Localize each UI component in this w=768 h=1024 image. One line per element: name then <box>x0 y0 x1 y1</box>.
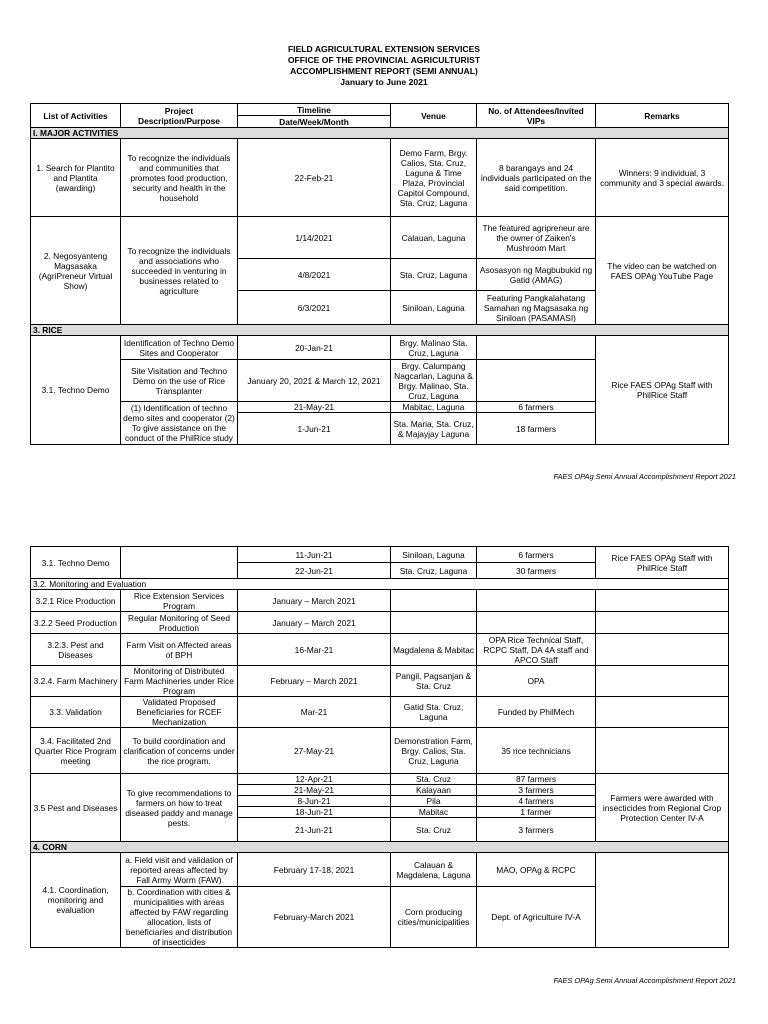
attendees-cell: Funded by PhilMech <box>477 697 596 728</box>
remarks-cell <box>596 612 729 634</box>
attendees-cell <box>477 336 596 360</box>
venue-cell: Gatid Sta. Cruz, Laguna <box>391 697 477 728</box>
description-cell: Identification of Techno Demo Sites and Cooperator <box>121 336 238 360</box>
remarks-cell <box>596 697 729 728</box>
activity-cell: 3.5 Pest and Diseases <box>31 774 121 842</box>
attendees-cell: 87 farmers <box>477 774 596 785</box>
venue-cell <box>391 612 477 634</box>
column-header-venue: Venue <box>391 104 477 128</box>
date-cell: 8-Jun-21 <box>238 796 391 807</box>
description-cell: To recognize the individuals and associations who succeeded in venturing in businesses related to agriculture <box>121 217 238 325</box>
page-footer: FAES OPAg Semi Annual Accomplishment Report 2021 <box>553 472 736 481</box>
section-label-corn: 4. CORN <box>31 842 729 853</box>
attendees-cell: OPA Rice Technical Staff, RCPC Staff, DA 4A staff and APCO Staff <box>477 634 596 666</box>
description-cell: To build coordination and clarification of concerns under the rice program. <box>121 728 238 774</box>
activity-cell: 3.2.4. Farm Machinery <box>31 666 121 697</box>
column-header-timeline-sub: Date/Week/Month <box>238 116 391 128</box>
table-row <box>31 853 729 887</box>
date-cell: January – March 2021 <box>238 612 391 634</box>
remarks-cell <box>596 590 729 612</box>
date-cell: 1/14/2021 <box>238 217 391 259</box>
date-cell: 6/3/2021 <box>238 291 391 325</box>
table-row <box>31 590 729 612</box>
report-page-2 <box>0 520 768 1024</box>
column-header-description: Project Description/Purpose <box>121 104 238 128</box>
table-row <box>31 634 729 666</box>
venue-cell: Brgy. Malinao Sta. Cruz, Laguna <box>391 336 477 360</box>
description-cell: Monitoring of Distributed Farm Machineries under Rice Program <box>121 666 238 697</box>
venue-cell: Sta. Cruz, Laguna <box>391 259 477 291</box>
activity-cell: 3.4. Facilitated 2nd Quarter Rice Program meeting <box>31 728 121 774</box>
date-cell: Mar-21 <box>238 697 391 728</box>
remarks-cell: Winners: 9 individual, 3 community and 3 special awards. <box>596 139 729 217</box>
table-row <box>31 217 729 259</box>
description-cell: b. Coordination with cities & municipalities with areas affected by FAW regarding allocation, lists of beneficiaries and distribution of insecticides <box>121 887 238 948</box>
activity-cell: 2. Negosyanteng Magsasaka (AgriPreneur Virtual Show) <box>31 217 121 325</box>
section-row-rice <box>31 325 729 336</box>
attendees-cell <box>477 360 596 402</box>
attendees-cell: 6 farmers <box>477 402 596 413</box>
description-cell: Farm Visit on Affected areas of BPH <box>121 634 238 666</box>
activity-cell: 3.2.1 Rice Production <box>31 590 121 612</box>
header-office-line-1: FIELD AGRICULTURAL EXTENSION SERVICES <box>287 44 481 54</box>
page-footer: FAES OPAg Semi Annual Accomplishment Report 2021 <box>553 976 736 985</box>
table-row <box>31 336 729 360</box>
remarks-cell <box>596 666 729 697</box>
attendees-cell: Dept. of Agriculture IV-A <box>477 887 596 948</box>
date-cell: 1-Jun-21 <box>238 413 391 445</box>
venue-cell: Corn producing cities/municipalities <box>391 887 477 948</box>
description-cell: To give recommendations to farmers on how to treat diseased paddy and manage pests. <box>121 774 238 842</box>
section-row-corn <box>31 842 729 853</box>
date-cell: 16-Mar-21 <box>238 634 391 666</box>
venue-cell: Pangil, Pagsanjan & Sta. Cruz <box>391 666 477 697</box>
attendees-cell: 30 farmers <box>477 563 596 579</box>
header-report-period: January to June 2021 <box>340 77 428 87</box>
table-row <box>31 728 729 774</box>
accomplishment-table-page-1 <box>30 103 729 445</box>
header-report-title: ACCOMPLISHMENT REPORT (SEMI ANNUAL) <box>290 66 478 76</box>
table-row <box>31 139 729 217</box>
table-row <box>31 774 729 785</box>
column-header-activities: List of Activities <box>31 104 121 128</box>
date-cell: 21-May-21 <box>238 402 391 413</box>
remarks-cell <box>596 853 729 948</box>
venue-cell: Mabitac <box>391 807 477 818</box>
date-cell: January – March 2021 <box>238 590 391 612</box>
date-cell: 27-May-21 <box>238 728 391 774</box>
description-cell: a. Field visit and validation of reported areas affected by Fall Army Worm (FAW) <box>121 853 238 887</box>
section-label-major: I. MAJOR ACTIVITIES <box>31 128 729 139</box>
report-header <box>0 44 768 88</box>
report-page-1 <box>0 0 768 500</box>
venue-cell: Kalayaan <box>391 785 477 796</box>
attendees-cell <box>477 590 596 612</box>
venue-cell: Demonstration Farm, Brgy. Calios, Sta. Cruz, Laguna <box>391 728 477 774</box>
column-header-attendees: No. of Attendees/Invited VIPs <box>477 104 596 128</box>
remarks-cell <box>596 634 729 666</box>
remarks-cell: Farmers were awarded with insecticides from Regional Crop Protection Center IV-A <box>596 774 729 842</box>
activity-cell: 4.1. Coordination, monitoring and evaluation <box>31 853 121 948</box>
date-cell: February-March 2021 <box>238 887 391 948</box>
attendees-cell <box>477 612 596 634</box>
activity-cell: 3.2.2 Seed Production <box>31 612 121 634</box>
attendees-cell: MAO, OPAg & RCPC <box>477 853 596 887</box>
activity-cell: 3.1. Techno Demo <box>31 547 121 579</box>
description-cell: Validated Proposed Beneficiaries for RCEF Mechanization <box>121 697 238 728</box>
table-row <box>31 697 729 728</box>
description-cell: (1) Identification of techno demo sites and cooperator (2) To give assistance on the conduct of the PhilRice study <box>121 402 238 445</box>
attendees-cell: Featuring Pangkalahatang Samahan ng Magsasaka ng Siniloan (PASAMASI) <box>477 291 596 325</box>
activity-cell: 3.3. Validation <box>31 697 121 728</box>
table-row <box>31 547 729 563</box>
activity-cell: 3.1. Techno Demo <box>31 336 121 445</box>
column-header-timeline: Timeline <box>238 104 391 116</box>
attendees-cell: 18 farmers <box>477 413 596 445</box>
section-label-rice: 3. RICE <box>31 325 729 336</box>
venue-cell: Brgy. Calumpang Nagcarlan, Laguna & Brgy. Malinao, Sta. Cruz, Laguna <box>391 360 477 402</box>
description-cell: Site Visitation and Techno Demo on the use of Rice Transplanter <box>121 360 238 402</box>
attendees-cell: 3 farmers <box>477 785 596 796</box>
venue-cell: Sta. Cruz, Laguna <box>391 563 477 579</box>
venue-cell: Calauan & Magdalena, Laguna <box>391 853 477 887</box>
column-header-remarks: Remarks <box>596 104 729 128</box>
table-row <box>31 612 729 634</box>
remarks-cell: The video can be watched on FAES OPAg YouTube Page <box>596 217 729 325</box>
venue-cell: Demo Farm, Brgy. Calios, Sta. Cruz, Laguna & Time Plaza, Provincial Capitol Compound, Sta. Cruz, Laguna <box>391 139 477 217</box>
venue-cell: Pila <box>391 796 477 807</box>
venue-cell: Sta. Cruz <box>391 774 477 785</box>
date-cell: 18-Jun-21 <box>238 807 391 818</box>
remarks-cell <box>596 728 729 774</box>
attendees-cell: 1 farmer <box>477 807 596 818</box>
remarks-cell: Rice FAES OPAg Staff with PhilRice Staff <box>596 547 729 579</box>
attendees-cell: OPA <box>477 666 596 697</box>
page-separator <box>0 500 768 520</box>
attendees-cell: 6 farmers <box>477 547 596 563</box>
venue-cell <box>391 590 477 612</box>
section-label-monitoring: 3.2. Monitoring and Evaluation <box>31 579 729 590</box>
header-office-line-2: OFFICE OF THE PROVINCIAL AGRICULTURIST <box>287 55 481 65</box>
activity-cell: 1. Search for Plantito and Plantita (awarding) <box>31 139 121 217</box>
venue-cell: Sta. Maria, Sta. Cruz, & Majayjay Laguna <box>391 413 477 445</box>
date-cell: 22-Feb-21 <box>238 139 391 217</box>
description-cell: Rice Extension Services Program <box>121 590 238 612</box>
description-cell <box>121 547 238 579</box>
attendees-cell: 4 farmers <box>477 796 596 807</box>
venue-cell: Calauan, Laguna <box>391 217 477 259</box>
table-row <box>31 666 729 697</box>
description-cell: Regular Monitoring of Seed Production <box>121 612 238 634</box>
section-row-major-activities <box>31 128 729 139</box>
venue-cell: Sta. Cruz <box>391 818 477 842</box>
date-cell: 20-Jan-21 <box>238 336 391 360</box>
description-cell: To recognize the individuals and communities that promotes food production, security and health in the household <box>121 139 238 217</box>
date-cell: 11-Jun-21 <box>238 547 391 563</box>
attendees-cell: 3 farmers <box>477 818 596 842</box>
venue-cell: Magdalena & Mabitac <box>391 634 477 666</box>
attendees-cell: Asosasyon ng Magbubukid ng Gatid (AMAG) <box>477 259 596 291</box>
attendees-cell: 8 barangays and 24 individuals participated on the said competition. <box>477 139 596 217</box>
attendees-cell: The featured agripreneur are the owner of Zaiken's Mushroom Mart <box>477 217 596 259</box>
venue-cell: Siniloan, Laguna <box>391 547 477 563</box>
date-cell: 22-Jun-21 <box>238 563 391 579</box>
venue-cell: Mabitac, Laguna <box>391 402 477 413</box>
venue-cell: Siniloan, Laguna <box>391 291 477 325</box>
date-cell: 21-Jun-21 <box>238 818 391 842</box>
date-cell: 21-May-21 <box>238 785 391 796</box>
date-cell: January 20, 2021 & March 12, 2021 <box>238 360 391 402</box>
date-cell: 12-Apr-21 <box>238 774 391 785</box>
date-cell: 4/8/2021 <box>238 259 391 291</box>
remarks-cell: Rice FAES OPAg Staff with PhilRice Staff <box>596 336 729 445</box>
attendees-cell: 35 rice technicians <box>477 728 596 774</box>
section-row-monitoring <box>31 579 729 590</box>
date-cell: February – March 2021 <box>238 666 391 697</box>
activity-cell: 3.2.3. Pest and Diseases <box>31 634 121 666</box>
accomplishment-table-page-2 <box>30 546 729 948</box>
table-header-row <box>31 104 729 116</box>
date-cell: February 17-18, 2021 <box>238 853 391 887</box>
